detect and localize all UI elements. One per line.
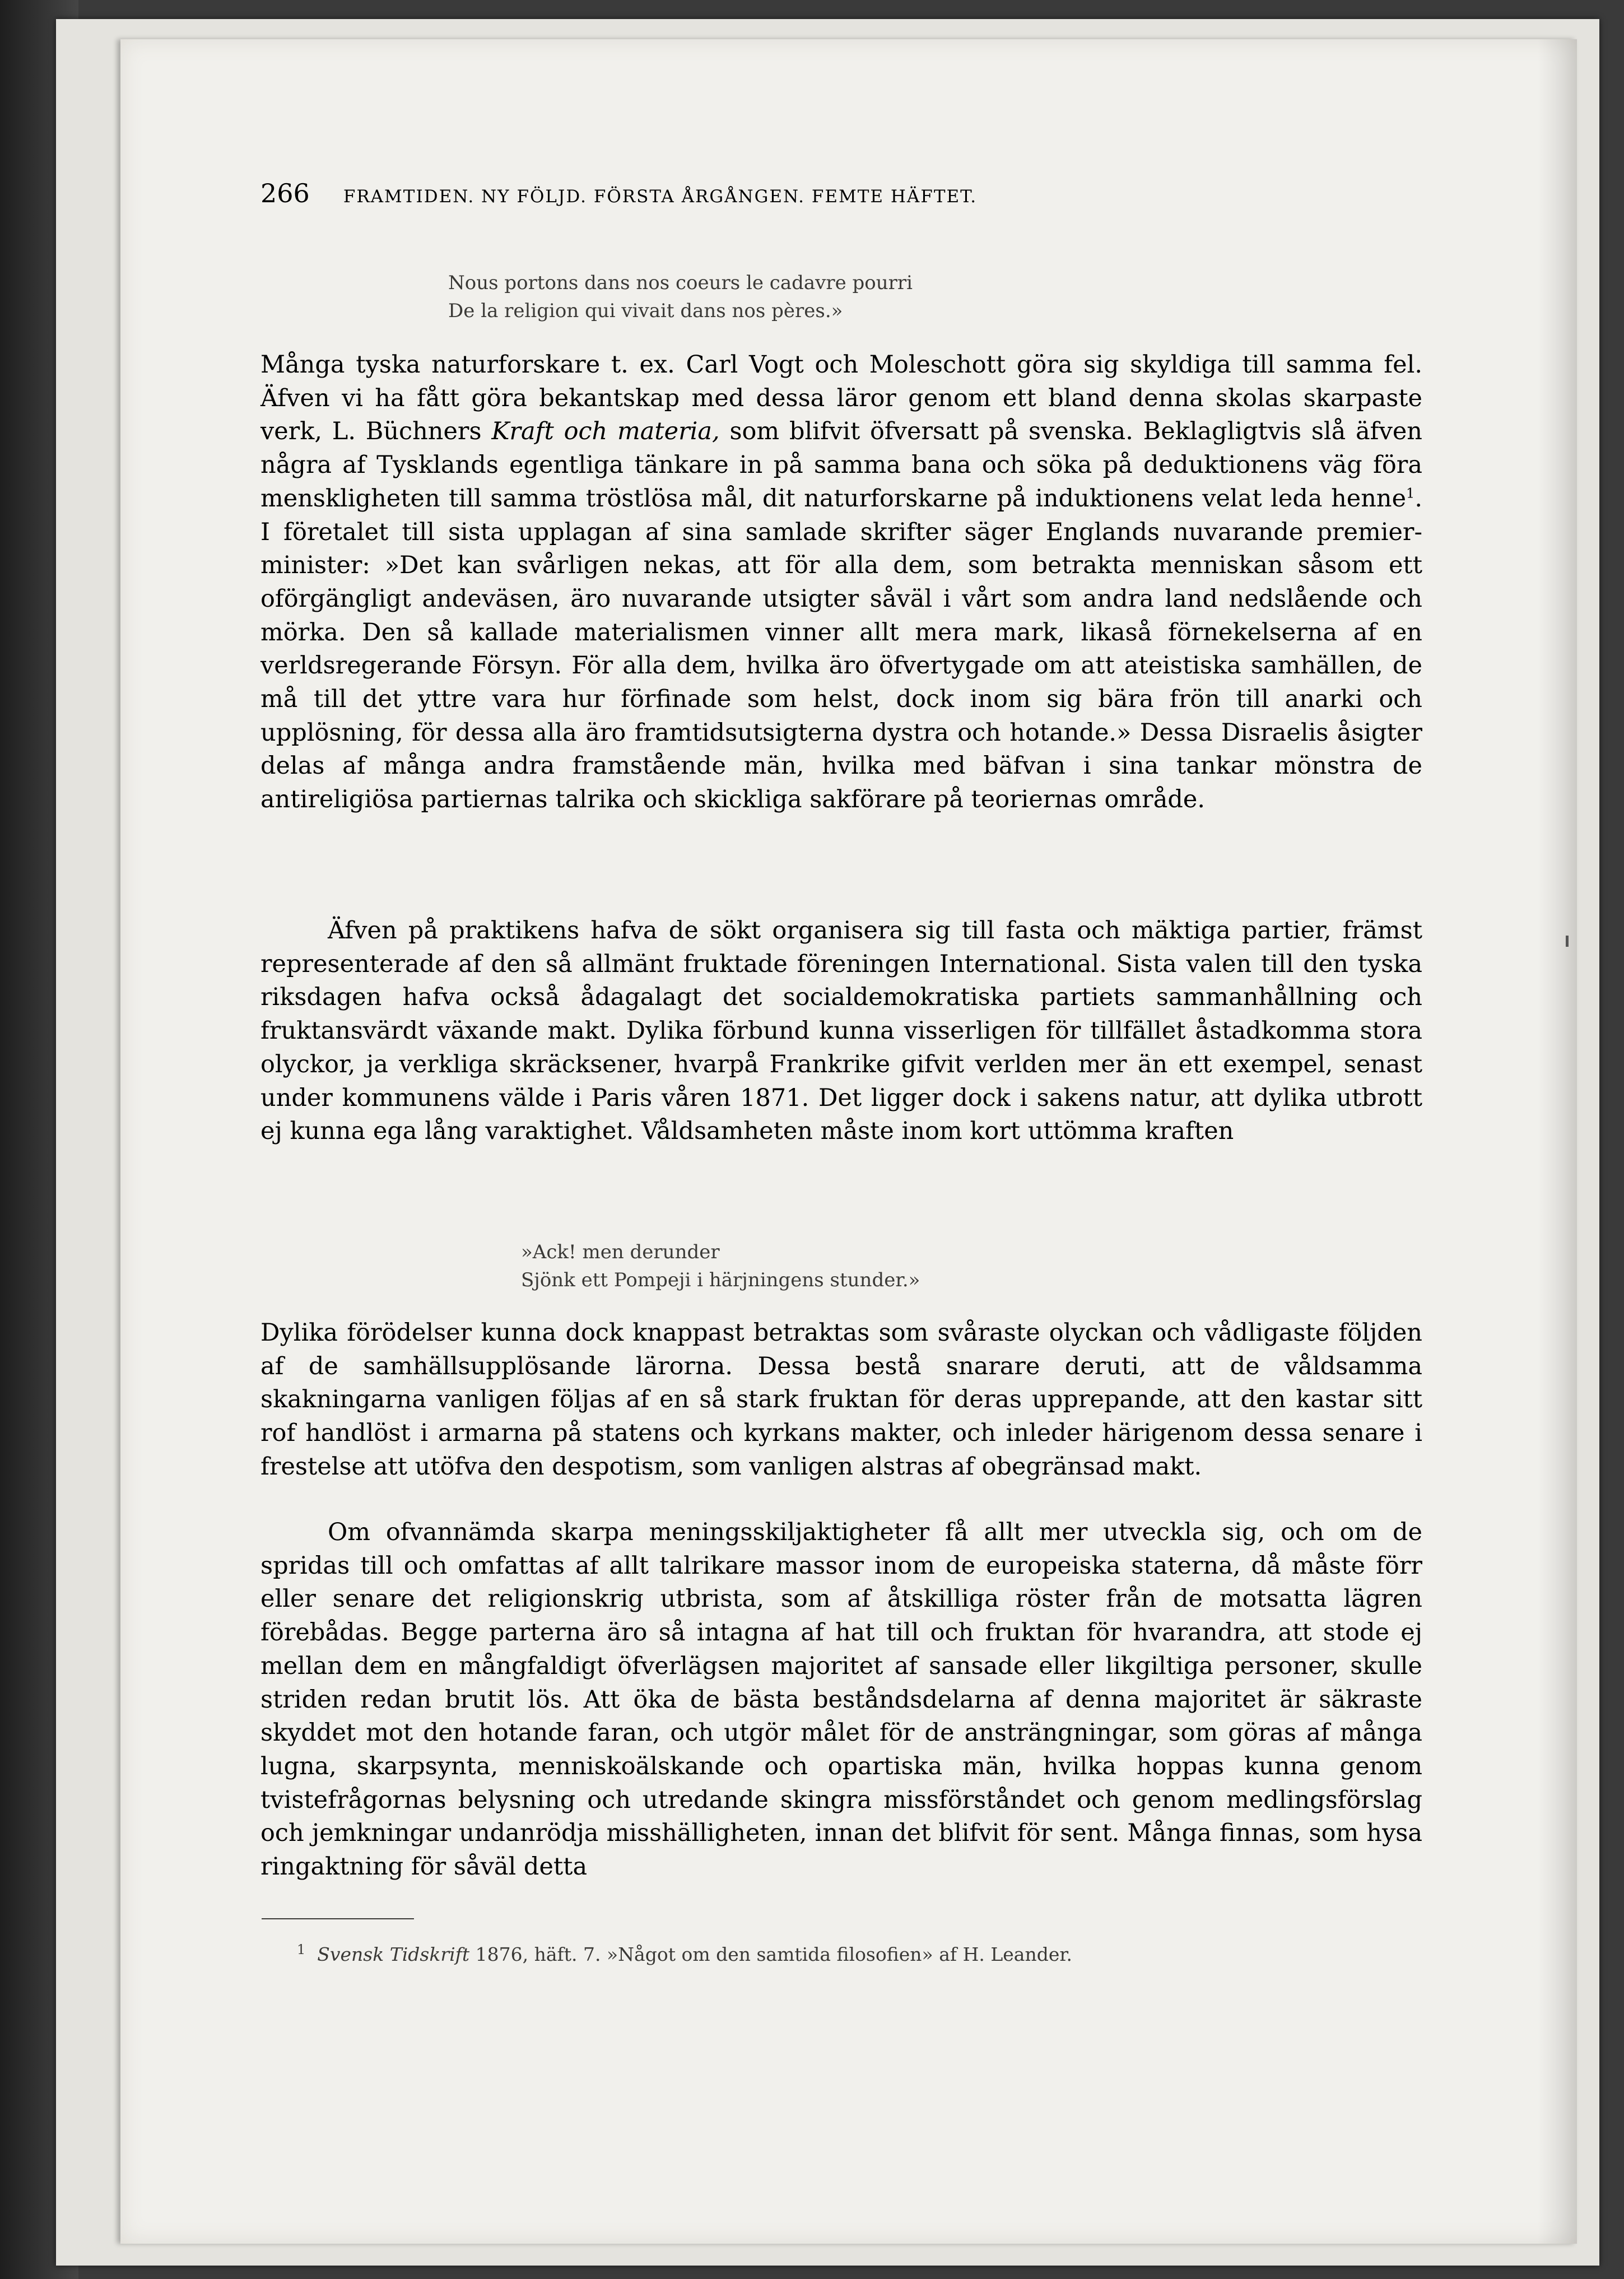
epigraph-line: De la religion qui vivait dans nos pères.» <box>448 300 843 322</box>
footnote-text: 1876, häft. 7. »Något om den samtida filosofien» af H. Leander. <box>469 1943 1073 1965</box>
footnote-marker: 1 <box>297 1942 306 1957</box>
paragraph-1-text-b: som blifvit öfversatt på svenska. Beklagligtvis slå äfven några af Tysklands egentliga tänkare in på samma bana och söka på deduktionens väg föra menskligheten till samma tröstlösa mål, dit naturforskarne på induktionens velat leda henne <box>260 417 1422 513</box>
paragraph-4: Om ofvannämda skarpa meningsskiljaktigheter få allt mer utveckla sig, och om de spridas till och omfattas af allt talrikare massor inom de europeiska staterna, då måste förr eller senare det religionskrig utbrista, som af åtskilliga röster från de motsatta lägren förebådas. Begge parterna äro så intagna af hat till och fruktan för hvarandra, att stode ej mellan dem en mångfaldigt öfverlägsen majoritet af sansade eller likgiltiga personer, skulle striden redan brutit lös. Att öka de bästa beståndsdelarna af denna majoritet är säkraste skyddet mot den hotande faran, och utgör målet för de ansträngningar, som göras af många lugna, skarpsynta, menniskoälskande och opartiska män, hvilka hoppas kunna genom tvistefrågornas belysning och utredande skingra missförståndet och genom medlingsförslag och jemkningar undanrödja misshälligheten, innan det blifvit för sent. Många finnas, som hysa ringaktning för såväl detta <box>260 1518 1422 1881</box>
paragraph-1-text-c: . I företalet till sista upplagan af sina samlade skrifter säger Englands nuvarande premier-minister: »Det kan svårligen nekas, att för alla dem, som betrakta menniskan såsom ett oförgängligt andeväsen, äro nuvarande utsigter såväl i vårt som andra land nedslående och mörka. Den så kallade materialismen vinner allt mera mark, likaså förnekelserna af en verldsregerande Försyn. För alla dem, hvilka äro öfvertygade om att ateistiska samhällen, de må till det yttre vara hur förfinade som helst, dock inom sig bära frön till anarki och upplösning, för dessa alla äro framtidsutsigterna dystra och hotande.» Dessa Disraelis åsigter delas af många andra framstående män, hvilka med bäfvan i sina tankar mönstra de antireligiösa partiernas talrika och skickliga sakförare på teoriernas område. <box>260 484 1422 814</box>
epigraph-line: Sjönk ett Pompeji i härjningens stunder.» <box>521 1269 920 1291</box>
paragraph-1-text-a: Många tyska naturforskare t. ex. Carl Vogt och Moleschott göra sig skyldiga till samma fel. Äfven vi ha fått göra bekantskap med dessa läror genom ett bland denna skolas skarpaste verk, L. Büchners <box>260 351 1422 446</box>
footnote-source-title: Svensk Tidskrift <box>317 1943 470 1965</box>
book-title-kraft-och-materia: Kraft och materia, <box>491 417 720 446</box>
paragraph-1 <box>260 348 1422 817</box>
paragraph-2: Äfven på praktikens hafva de sökt organisera sig till fasta och mäktiga partier, främst representerade af den så allmänt fruktade föreningen International. Sista valen till den tyska riksdagen hafva också ådagalagt det socialdemokratiska partiets sammanhållning och fruktansvärdt växande makt. Dylika förbund kunna visserligen för tillfället åstadkomma stora olyckor, ja verkliga skräcksener, hvarpå Frankrike gifvit verlden mer än ett exempel, senast under kommunens välde i Paris våren 1871. Det ligger dock i sakens natur, att dylika utbrott ej kunna ega lång varaktighet. Våldsamheten måste inom kort uttömma kraften <box>260 917 1422 1146</box>
epigraph-french <box>448 269 1288 325</box>
footnote-divider <box>262 1918 414 1919</box>
margin-mark <box>1566 936 1569 947</box>
footnote <box>297 1941 1417 1968</box>
page-edge-shadow <box>1538 39 1577 2244</box>
running-header <box>260 178 1325 223</box>
page-number: 266 <box>260 178 310 208</box>
epigraph-line: Nous portons dans nos coeurs le cadavre pourri <box>448 272 913 294</box>
epigraph-line: »Ack! men derunder <box>521 1241 720 1263</box>
footnote-reference: 1 <box>1406 485 1415 501</box>
running-head-title: FRAMTIDEN. NY FÖLJD. FÖRSTA ÅRGÅNGEN. FEMTE HÄFTET. <box>343 187 978 207</box>
epigraph-swedish <box>521 1238 1361 1294</box>
paragraph-3: Dylika förödelser kunna dock knappast betraktas som svåraste olyckan och vådligaste följden af de samhällsupplösande lärorna. Dessa bestå snarare deruti, att de våldsamma skakningarna vanligen följas af en så stark fruktan för deras upprepande, att den kastar sitt rof handlöst i armarna på statens och kyrkans makter, och inleder härigenom dessa senare i frestelse att utöfva den despotism, som vanligen alstras af obegränsad makt. <box>260 1319 1422 1481</box>
